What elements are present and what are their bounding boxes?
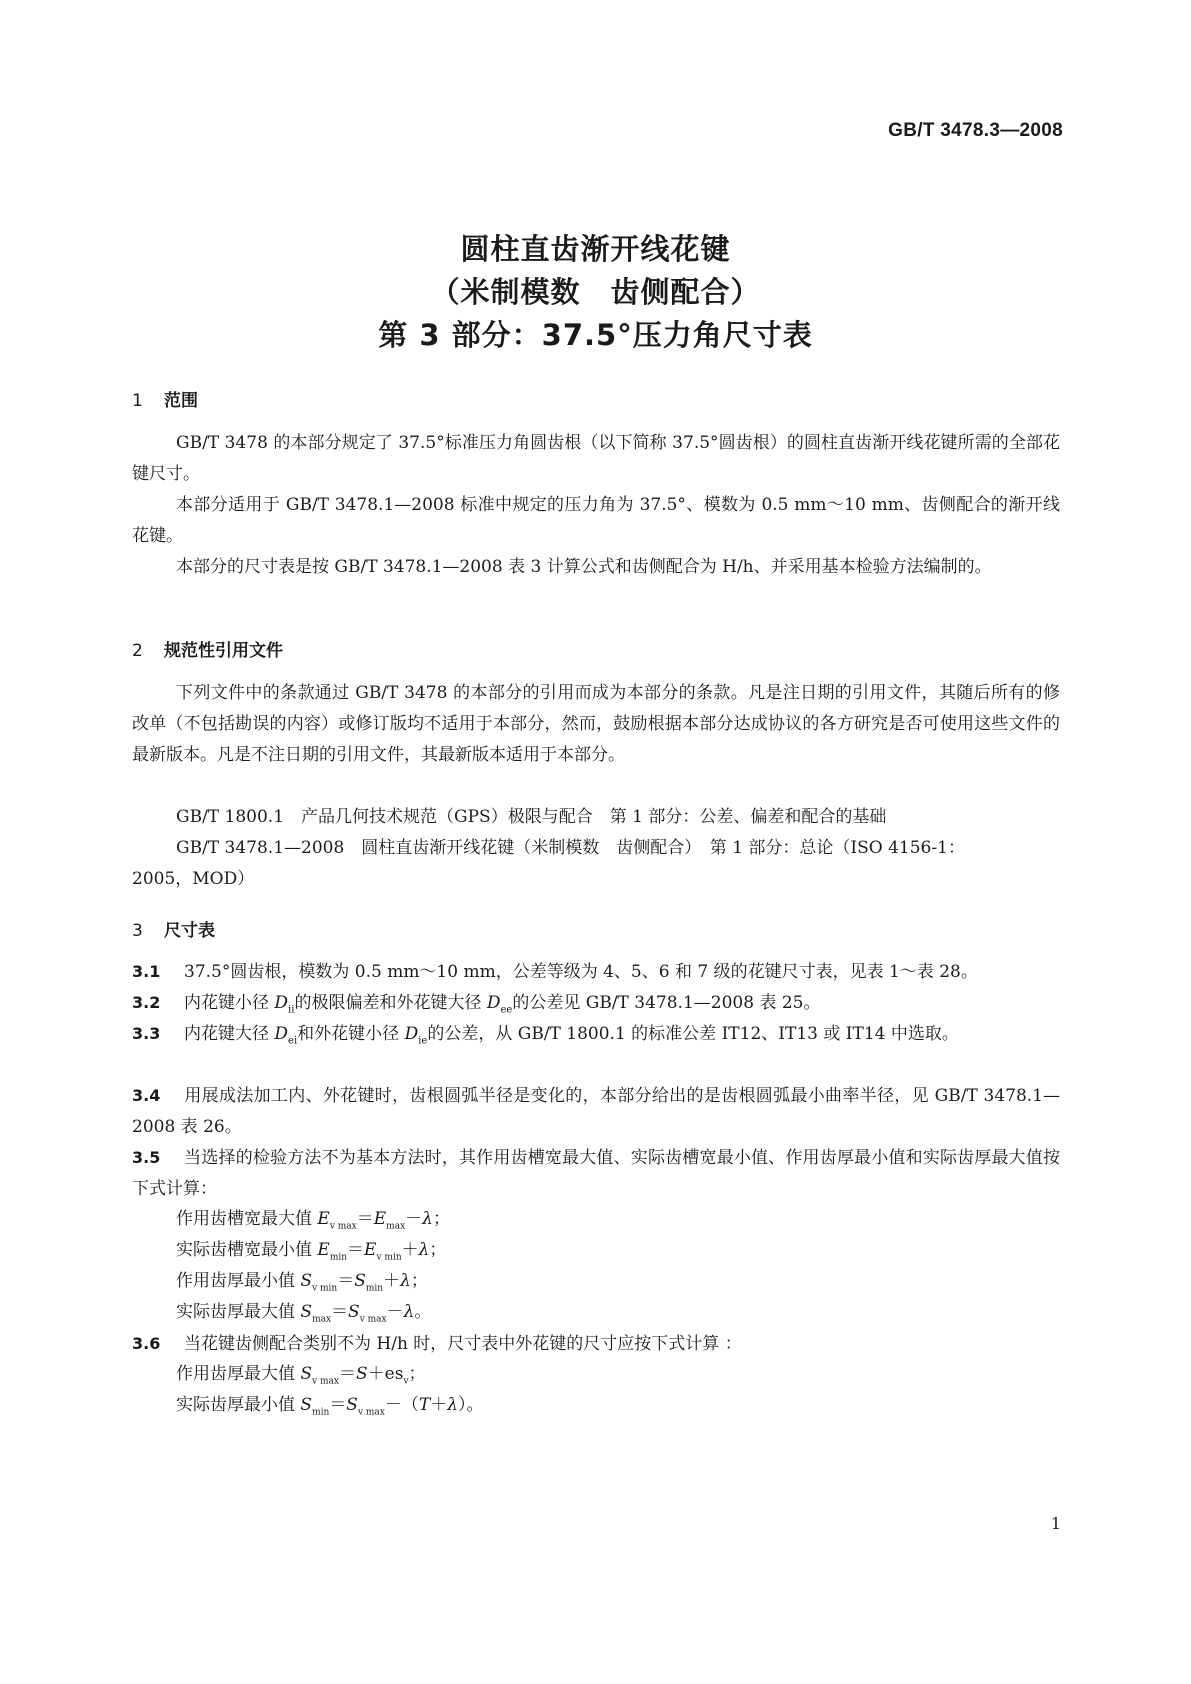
symbol: D <box>486 993 501 1013</box>
title-line-2: （米制模数 齿侧配合） <box>430 275 761 309</box>
section-heading-normative-references <box>132 636 283 661</box>
symbol-subscript: ee <box>500 1004 513 1016</box>
clause-number: 3.5 <box>132 1148 161 1167</box>
formula-actual-tooth-thickness-min: 实际齿厚最小值 $S_{min}=S_{v max}-(T+\lambda)$。 <box>176 1395 484 1418</box>
clause-number: 3.2 <box>132 993 161 1012</box>
paragraph: 本部分的尺寸表是按 GB/T 3478.1—2008 表 3 计算公式和齿侧配合为 H/h、并采用基本检验方法编制的。 <box>176 557 992 577</box>
clause-number: 3.6 <box>132 1334 161 1353</box>
symbol: D <box>274 993 289 1013</box>
clause-text: 37.5°圆齿根，模数为 0.5 mm～10 mm，公差等级为 4、5、6 和 7 级的花键尺寸表，见表 1～表 28。 <box>184 962 978 982</box>
symbol-subscript: ei <box>288 1035 298 1047</box>
clause-3-3 <box>132 1018 1060 1056</box>
clause-text: 的公差，从 GB/T 1800.1 的标准公差 IT12、IT13 或 IT14 中选取。 <box>427 1024 959 1044</box>
section-number: 2 <box>132 641 143 661</box>
title-line-3: 第 3 部分：37.5°压力角尺寸表 <box>378 318 813 352</box>
clause-3-5 <box>132 1142 1060 1205</box>
reference-item: GB/T 3478.1—2008 圆柱直齿渐开线花键（米制模数 齿侧配合） 第 1 部分：总论（ISO 4156-1： <box>176 838 965 858</box>
clause-text: 当花键齿侧配合类别不为 H/h 时，尺寸表中外花键的尺寸应按下式计算 ： <box>184 1334 742 1354</box>
formula-effective-tooth-thickness-min: 作用齿厚最小值 $S_{v min}=S_{min}+\lambda$； <box>176 1271 428 1294</box>
section-number: 3 <box>132 921 143 941</box>
section-title: 尺寸表 <box>164 921 215 941</box>
clause-number: 3.4 <box>132 1086 161 1105</box>
formula-effective-tooth-thickness-max: 作用齿厚最大值 $S_{v max}=S+es_v$； <box>176 1364 426 1387</box>
formula-actual-tooth-thickness-max: 实际齿厚最大值 $S_{max}=S_{v max}-\lambda$。 <box>176 1302 432 1325</box>
clause-text: 的极限偏差和外花键大径 <box>294 993 487 1013</box>
formula-actual-space-width-min: 实际齿槽宽最小值 $E_{min}=E_{v min}+\lambda$； <box>176 1240 447 1263</box>
title-line-1: 圆柱直齿渐开线花键 <box>460 232 731 266</box>
reference-item-continued: 2005，MOD） <box>132 869 255 889</box>
symbol-subscript: ii <box>288 1004 295 1016</box>
standard-number: GB/T 3478.3—2008 <box>888 120 1063 141</box>
paragraph: 下列文件中的条款通过 GB/T 3478 的本部分的引用而成为本部分的条款。凡是注日期的引用文件，其随后所有的修改单（不包括勘误的内容）或修订版均不适用于本部分，然而，鼓励根据本部分达成协议的各方研究是否可使用这些文件的最新版本。凡是不注日期的引用文件，其最新版本适用于本部分。 <box>132 683 1060 765</box>
clause-3-1 <box>132 956 1060 988</box>
paragraph: GB/T 3478 的本部分规定了 37.5°标准压力角圆齿根（以下简称 37.5°圆齿根）的圆柱直齿渐开线花键所需的全部花键尺寸。 <box>132 433 1060 484</box>
section-heading-scope <box>132 386 198 411</box>
document-title <box>0 228 1191 357</box>
clause-text: 内花键小径 <box>184 993 275 1013</box>
clause-number: 3.1 <box>132 962 161 981</box>
section-heading-dimension-tables <box>132 916 215 941</box>
section-number: 1 <box>132 391 143 411</box>
clause-3-6 <box>132 1328 1060 1360</box>
symbol: D <box>404 1024 419 1044</box>
page-number: 1 <box>1050 1514 1061 1533</box>
clause-text: 和外花键小径 <box>297 1024 405 1044</box>
clause-3-4 <box>132 1080 1060 1143</box>
clause-text: 当选择的检验方法不为基本方法时，其作用齿槽宽最大值、实际齿槽宽最小值、作用齿厚最小值和实际齿厚最大值按下式计算： <box>132 1148 1060 1199</box>
section-title: 范围 <box>164 391 198 411</box>
symbol-subscript: ie <box>418 1035 428 1047</box>
clause-text: 用展成法加工内、外花键时，齿根圆弧半径是变化的，本部分给出的是齿根圆弧最小曲率半径，见 GB/T 3478.1—2008 表 26。 <box>132 1086 1060 1137</box>
clause-number: 3.3 <box>132 1024 161 1043</box>
clause-text: 的公差见 GB/T 3478.1—2008 表 25。 <box>512 993 821 1013</box>
formula-effective-space-width-max: 作用齿槽宽最大值 $E_{v max}=E_{max}-\lambda$； <box>176 1209 450 1232</box>
symbol: D <box>274 1024 289 1044</box>
reference-item: GB/T 1800.1 产品几何技术规范（GPS）极限与配合 第 1 部分：公差、偏差和配合的基础 <box>176 807 887 827</box>
section-title: 规范性引用文件 <box>164 641 283 661</box>
clause-text: 内花键大径 <box>184 1024 275 1044</box>
paragraph: 本部分适用于 GB/T 3478.1—2008 标准中规定的压力角为 37.5°、模数为 0.5 mm～10 mm、齿侧配合的渐开线花键。 <box>132 495 1060 546</box>
